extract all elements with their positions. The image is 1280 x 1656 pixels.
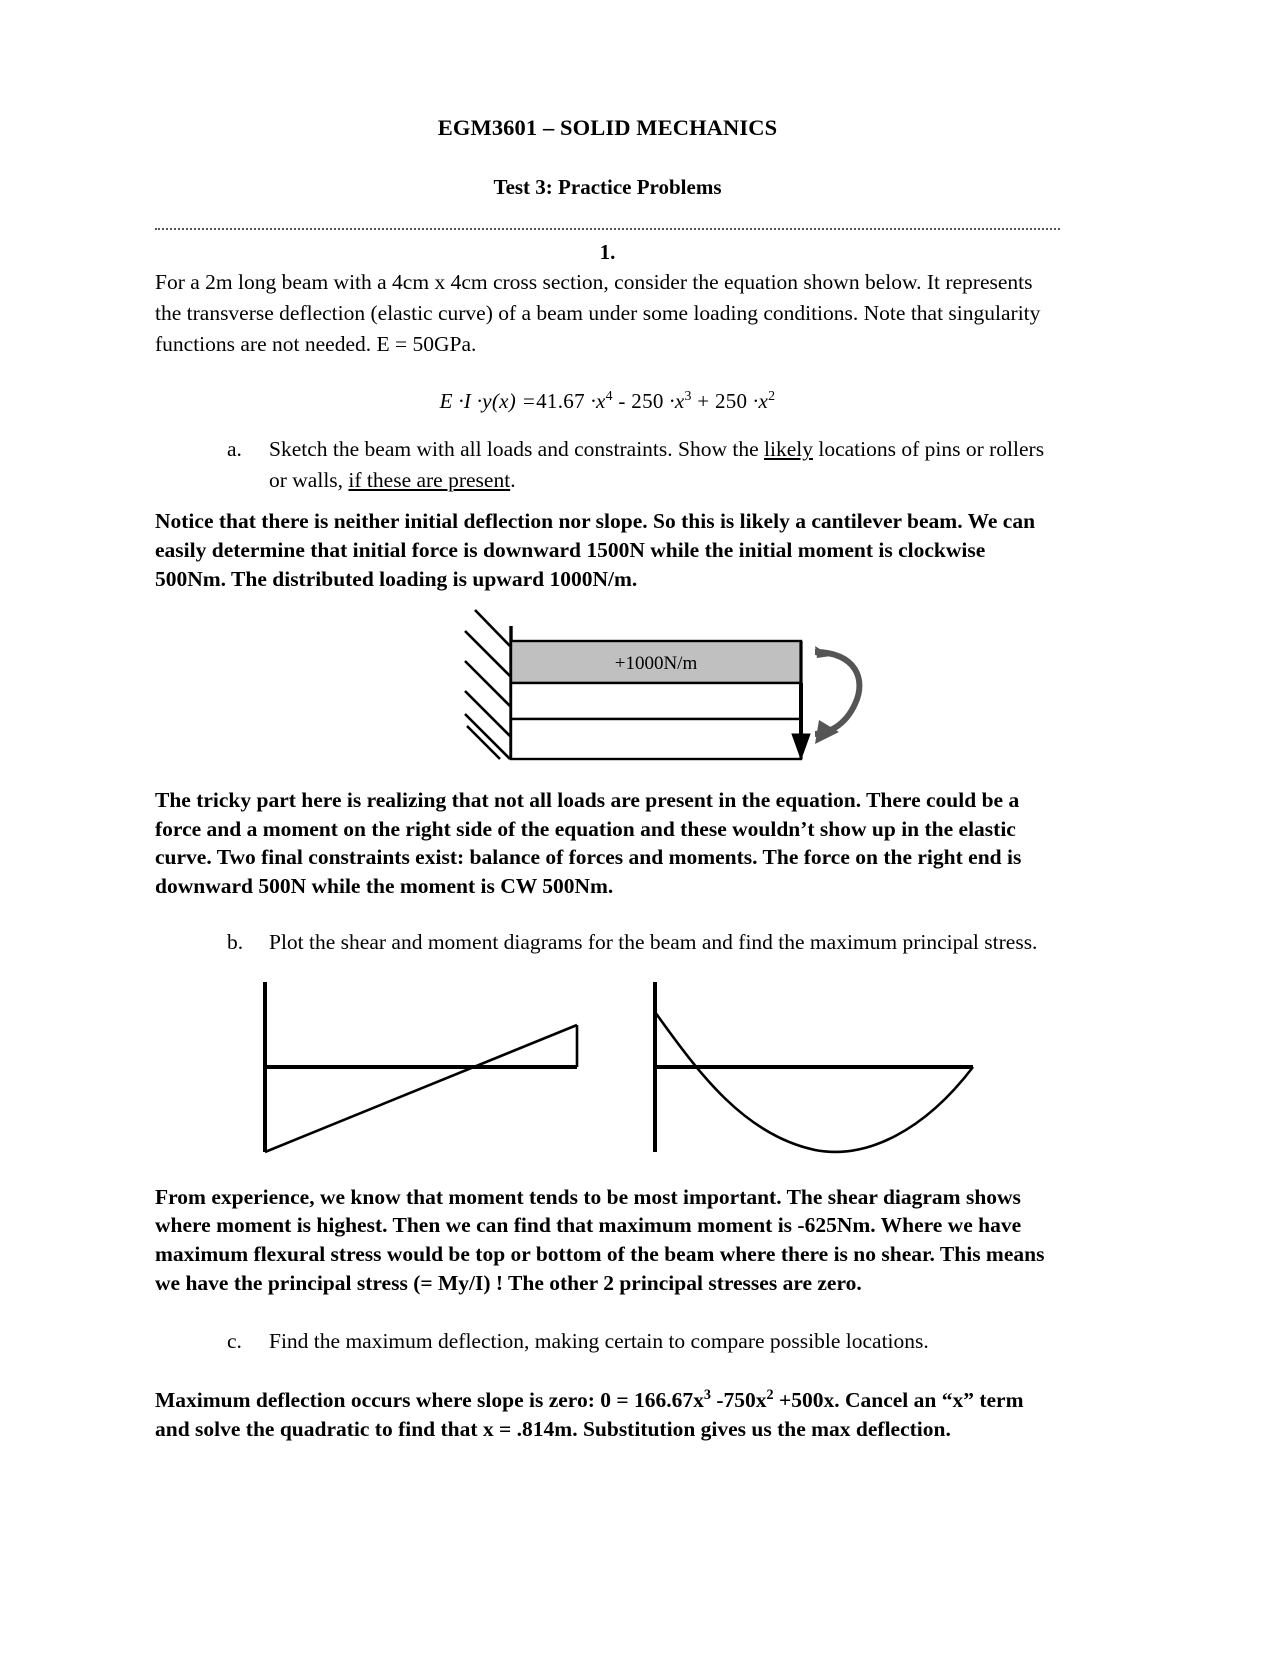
moment-diagram [655, 982, 973, 1152]
beam-body-upper [511, 683, 801, 719]
part-a-text-after: . [510, 467, 516, 492]
document-content [155, 0, 1060, 1444]
part-a-text-before: Sketch the beam with all loads and constraints. Show the [269, 437, 765, 462]
moment-curve [655, 1012, 973, 1152]
list-text-b: Plot the shear and moment diagrams for the beam and find the maximum principal stress. [269, 930, 1038, 954]
equation-term2-var: x [674, 389, 685, 414]
list-marker-b: b. [227, 930, 244, 954]
list-item-b [155, 927, 1060, 958]
page-title: EGM3601 – SOLID MECHANICS [437, 115, 778, 140]
equation-op1: - [618, 389, 626, 414]
distributed-load-label: +1000N/m [614, 652, 698, 674]
equation-term1-exp: 4 [605, 388, 613, 404]
equation-term1-coef: 41.67 [536, 389, 585, 414]
beam-loading-diagram [155, 604, 1060, 764]
equation-term3-coef: 250 [714, 389, 748, 414]
moment-arrowhead [815, 720, 839, 744]
list-item-a [155, 434, 1060, 495]
fixed-support-hatching [465, 610, 510, 759]
answer-a-paragraph: Notice that there is neither initial deflection nor slope. So this is likely a cantilever beam. We can easily determine that initial force is downward 1500N while the initial moment is clockwise 500Nm. The distributed loading is upward 1000N/m. [155, 509, 1036, 592]
equation-term3-var: x [758, 389, 769, 414]
shear-and-moment-diagrams [155, 970, 1060, 1175]
problem-intro-paragraph: For a 2m long beam with a 4cm x 4cm cross section, consider the equation shown below. It represents the transverse deflection (elastic curve) of a beam under some loading conditions. Note that singularity functions are not needed. E = 50GPa. [155, 270, 1041, 356]
page-subtitle: Test 3: Practice Problems [493, 175, 722, 199]
equation-term2-exp: 3 [684, 388, 692, 404]
elastic-curve-equation: $E \cdot I \cdot y(x) =41.67 \cdot x^4 - 250 \cdot x^3 + 250 \cdot x^2$ [439, 388, 776, 414]
list-marker-a: a. [227, 437, 242, 462]
equation-term1-var: x [596, 389, 606, 414]
list-text-a [269, 434, 1060, 495]
equation-op2: + [697, 389, 710, 414]
list-text-c: Find the maximum deflection, making certain to compare possible locations. [269, 1328, 929, 1353]
part-a-underline-likely: likely [764, 437, 813, 462]
answer-b-paragraph: From experience, we know that moment tends to be most important. The shear diagram shows where moment is highest. Then we can find that maximum moment is -625Nm. Where we have maximum flexural stress would be top or bottom of the beam where there is no shear. This means we have the principal stress (= My/I) ! The other 2 principal stresses are zero. [155, 1184, 1045, 1295]
part-a-text-mid: locations of pins or rollers or walls, [269, 437, 1045, 492]
beam-body-lower [511, 719, 801, 759]
answer-c-part1: Maximum deflection occurs where slope is zero: 0 = 166.67x [155, 1388, 704, 1413]
answer-a2-paragraph: The tricky part here is realizing that not all loads are present in the equation. There could be a force and a moment on the right side of the equation and these wouldn’t show up in the elastic curve. Two final constraints exist: balance of forces and moments. The force on the right end is downward 500N while the moment is CW 500Nm. [155, 787, 1022, 899]
part-a-underline-present: if these are present [348, 467, 511, 492]
equation-lhs: E ·I ·y(x) = [439, 389, 537, 414]
list-marker-c: c. [227, 1328, 242, 1353]
answer-c-exp2: 2 [766, 1387, 774, 1404]
horizontal-divider [155, 228, 1060, 230]
answer-c-part2: -750x [710, 1388, 767, 1413]
shear-diagram [265, 982, 577, 1152]
equation-term3-exp: 2 [768, 388, 776, 404]
shear-curve [265, 1025, 577, 1152]
equation-term2-coef: 250 [631, 389, 664, 414]
problem-number: 1. [599, 240, 616, 265]
list-item-c [155, 1326, 1060, 1357]
answer-c-exp1: 3 [703, 1387, 711, 1404]
answer-c-paragraph [155, 1386, 1060, 1444]
answer-c-part3: +500x. Cancel an “x” term and solve the quadratic to find that x = .814m. Substitution gives us the max deflection. [155, 1388, 1024, 1442]
